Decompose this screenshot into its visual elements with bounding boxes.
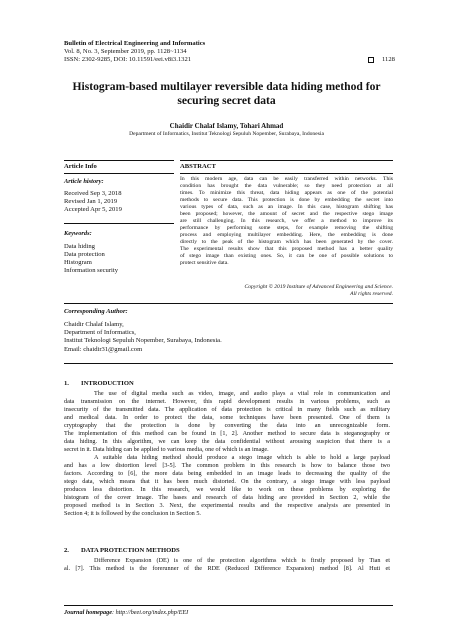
- body-line: insecurity of the transmitted data. The application of data protection is critical in many fields such as military: [64, 406, 390, 413]
- journal-name: Bulletin of Electrical Engineering and Informatics: [64, 40, 206, 47]
- body-line: proposed method is in Section 3. Next, the experimental results and the respective analysis are presented in: [64, 502, 390, 509]
- corresponding-line: Chaidir Chalaf Islamy,: [64, 321, 124, 328]
- body-line: and medical data. In order to protect the data, some techniques have been presented. One of them is: [64, 414, 390, 421]
- abstract-line: directly to the peak of the histogram which has been generated by the cover.: [180, 239, 393, 245]
- keyword: Data protection: [64, 251, 105, 258]
- keywords-list: [64, 243, 118, 275]
- keyword: Data hiding: [64, 243, 95, 250]
- body-line: factors. According to [6], the more data being embedded in an image leads to decreasing the quality of the: [64, 470, 390, 477]
- page-number: 1128: [382, 56, 395, 63]
- abstract-line: The experimental results show that this proposed method has a better quality: [180, 246, 393, 252]
- affiliation: Department of Informatics, Institut Teknologi Sepuluh Nopember, Surabaya, Indonesia: [129, 131, 324, 137]
- section-heading-data-protection: [64, 547, 180, 554]
- data-protection-text: [64, 557, 390, 573]
- body-line: Section 4; it is followed by the conclusion in Section 5.: [64, 510, 201, 517]
- body-line: histogram of the cover image. The bases and research of data hiding are provided in Section 2, while the: [64, 494, 390, 501]
- divider: [64, 605, 393, 606]
- abstract-text: [180, 176, 393, 267]
- article-history: [64, 190, 122, 214]
- page-number-block: [368, 56, 395, 63]
- corresponding-line: Email: chaidir31@gmail.com: [64, 345, 143, 353]
- homepage-label: Journal homepage: [64, 609, 112, 616]
- section-title: INTRODUCTION: [81, 380, 134, 387]
- divider: [64, 303, 393, 304]
- journal-header: [64, 40, 404, 65]
- square-icon: [368, 57, 374, 63]
- divider: [64, 223, 174, 224]
- article-history-heading: Article history:: [64, 178, 104, 185]
- history-item: Accepted Apr 5, 2019: [64, 206, 122, 213]
- section-number: 2.: [64, 547, 69, 554]
- abstract-line: methods to secure data. This protection is done by embedding the secret into: [180, 197, 393, 203]
- section-title: DATA PROTECTION METHODS: [81, 547, 180, 554]
- article-info-heading: Article Info: [64, 163, 97, 170]
- corresponding-author: [64, 321, 222, 354]
- abstract-line: various types of data, such as an image. In this case, histogram shifting has: [180, 204, 393, 210]
- paper-title-line-1: Histogram-based multilayer reversible data hiding method for: [72, 80, 381, 93]
- abstract-line: protect sensitive data.: [180, 260, 229, 266]
- body-line: stego data, which means that it has been much distorted. On the contrary, a stego image with less payload: [64, 478, 390, 485]
- abstract-line: performance by performing some steps, for example removing the shifting: [180, 225, 393, 231]
- body-line: The use of digital media such as video, image, and audio plays a vital role in communication and: [94, 390, 390, 397]
- corresponding-line: Department of Informatics,: [64, 329, 136, 337]
- body-line: cryptography that the protection is done by converting the data into an unrecognizable form.: [64, 422, 390, 429]
- abstract-line: times. To minimize this threat, data hiding appears as one of the potential: [180, 190, 393, 196]
- abstract-line: of stego image than existing ones. So, it can be one of possible solutions to: [180, 253, 393, 259]
- keyword: Information security: [64, 267, 119, 274]
- abstract-line: are still challenging. In this research, we offer a method to improve its: [180, 218, 393, 224]
- abstract-line: In this modern age, data can be easily transferred within networks. This: [180, 176, 393, 182]
- abstract-heading: ABSTRACT: [180, 163, 216, 170]
- corresponding-author-heading: Corresponding Author:: [64, 308, 128, 315]
- body-line: data transmission on the internet. However, this rapid development results in various problems, such as: [64, 398, 390, 405]
- divider: [64, 363, 393, 364]
- copyright-line-1: Copyright © 2019 Institute of Advanced Engineering and Science.: [244, 284, 393, 290]
- issn-line: ISSN: 2302-9285, DOI: 10.11591/eei.v8i3.1321: [64, 56, 192, 64]
- copyright-notice: [180, 284, 393, 298]
- body-line: al. [7]. This method is the forerunner of the RDE (Reduced Difference Expansion) method [8]. Al Huti et: [64, 565, 390, 572]
- body-line: produces less distortion. In this research, we would like to work on these problems by exploring the: [64, 486, 390, 493]
- divider: [180, 173, 393, 174]
- divider: [180, 160, 393, 161]
- divider: [64, 173, 174, 174]
- section-heading-introduction: [64, 380, 134, 387]
- abstract-line: process and employing multilayer embedding. Here, the embedding is done: [180, 232, 393, 238]
- authors: Chaidir Chalaf Islamy, Tohari Ahmad: [169, 122, 284, 130]
- journal-homepage: [64, 609, 188, 616]
- keyword: Histogram: [64, 259, 92, 266]
- homepage-link[interactable]: : http://beei.org/index.php/EEI: [111, 609, 189, 616]
- section-number: 1.: [64, 380, 69, 387]
- paper-title: [64, 80, 389, 108]
- divider: [64, 160, 174, 161]
- history-item: Received Sep 3, 2018: [64, 190, 122, 197]
- abstract-line: condition has brought the data vulnerable; so they need protection at all: [180, 183, 393, 189]
- volume-line: Vol. 8, No. 3, September 2019, pp. 1128~1134: [64, 48, 187, 56]
- abstract-line: been proposed; however, the amount of secret and the respective stego image: [180, 211, 393, 217]
- introduction-text: [64, 390, 390, 518]
- body-line: Difference Expansion (DE) is one of the protection algorithms which is firstly proposed by Tian et: [94, 557, 390, 564]
- body-line: The implementation of this method can be found in [1, 2]. Another method to secure data is steganography or: [64, 430, 390, 437]
- body-line: secret in it. Data hiding can be applied to various media, one of which is an image.: [64, 446, 269, 453]
- paper-title-line-2: securing secret data: [177, 94, 276, 107]
- copyright-line-2: All rights reserved.: [350, 291, 393, 297]
- body-line: data hiding. In this algorithm, we can keep the data confidential without arousing suspicion that there is a: [64, 438, 390, 445]
- corresponding-line: Institut Teknologi Sepuluh Nopember, Surabaya, Indonesia.: [64, 337, 222, 345]
- body-line: and has a low distortion level [3-5]. The common problem in this research is how to balance those two: [64, 462, 390, 469]
- history-item: Revised Jan 1, 2019: [64, 198, 118, 205]
- body-line: A suitable data hiding method should produce a stego image which is able to hold a large payload: [94, 454, 390, 461]
- keywords-heading: Keywords:: [64, 230, 92, 237]
